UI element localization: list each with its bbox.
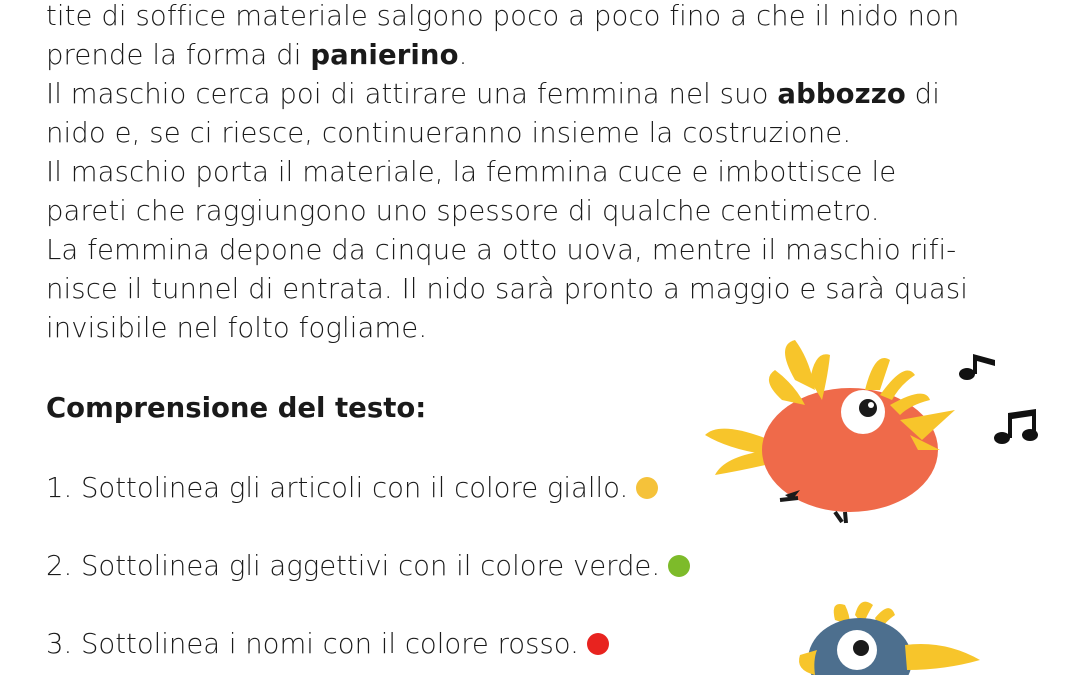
double-music-note-icon: [990, 405, 1045, 450]
bold-word-abbozzo: abbozzo: [777, 78, 906, 110]
task-text: 3. Sottolinea i nomi con il colore rosso.: [46, 628, 579, 660]
task-item-3: [46, 628, 609, 660]
paragraph-line: tite di soffice materiale salgono poco a poco fino a che il nido non: [46, 0, 960, 32]
paragraph-line: nido e, se ci riesce, continueranno insieme la costruzione.: [46, 117, 852, 149]
comprehension-heading: Comprensione del testo:: [46, 392, 427, 424]
yellow-dot-icon: [636, 477, 658, 499]
paragraph-line: La femmina depone da cinque a otto uova, mentre il maschio rifi-: [46, 234, 957, 266]
paragraph-line: nisce il tunnel di entrata. Il nido sarà pronto a maggio e sarà quasi: [46, 273, 969, 305]
task-item-1: [46, 472, 658, 504]
orange-bird-icon: [700, 340, 970, 530]
red-dot-icon: [587, 633, 609, 655]
paragraph-line: invisibile nel folto fogliame.: [46, 312, 428, 344]
task-text: 1. Sottolinea gli articoli con il colore giallo.: [46, 472, 629, 504]
paragraph-line: Il maschio cerca poi di attirare una femmina nel suo abbozzo di: [46, 78, 940, 110]
blue-bird-icon: [795, 600, 1005, 675]
bold-word-panierino: panierino: [310, 39, 459, 71]
green-dot-icon: [668, 555, 690, 577]
task-item-2: [46, 550, 690, 582]
paragraph-line: prende la forma di panierino.: [46, 39, 468, 71]
paragraph-line: pareti che raggiungono uno spessore di qualche centimetro.: [46, 195, 880, 227]
story-paragraph: [46, 0, 1046, 348]
music-note-icon: [955, 348, 1005, 388]
task-text: 2. Sottolinea gli aggettivi con il colore verde.: [46, 550, 661, 582]
paragraph-line: Il maschio porta il materiale, la femmina cuce e imbottisce le: [46, 156, 897, 188]
